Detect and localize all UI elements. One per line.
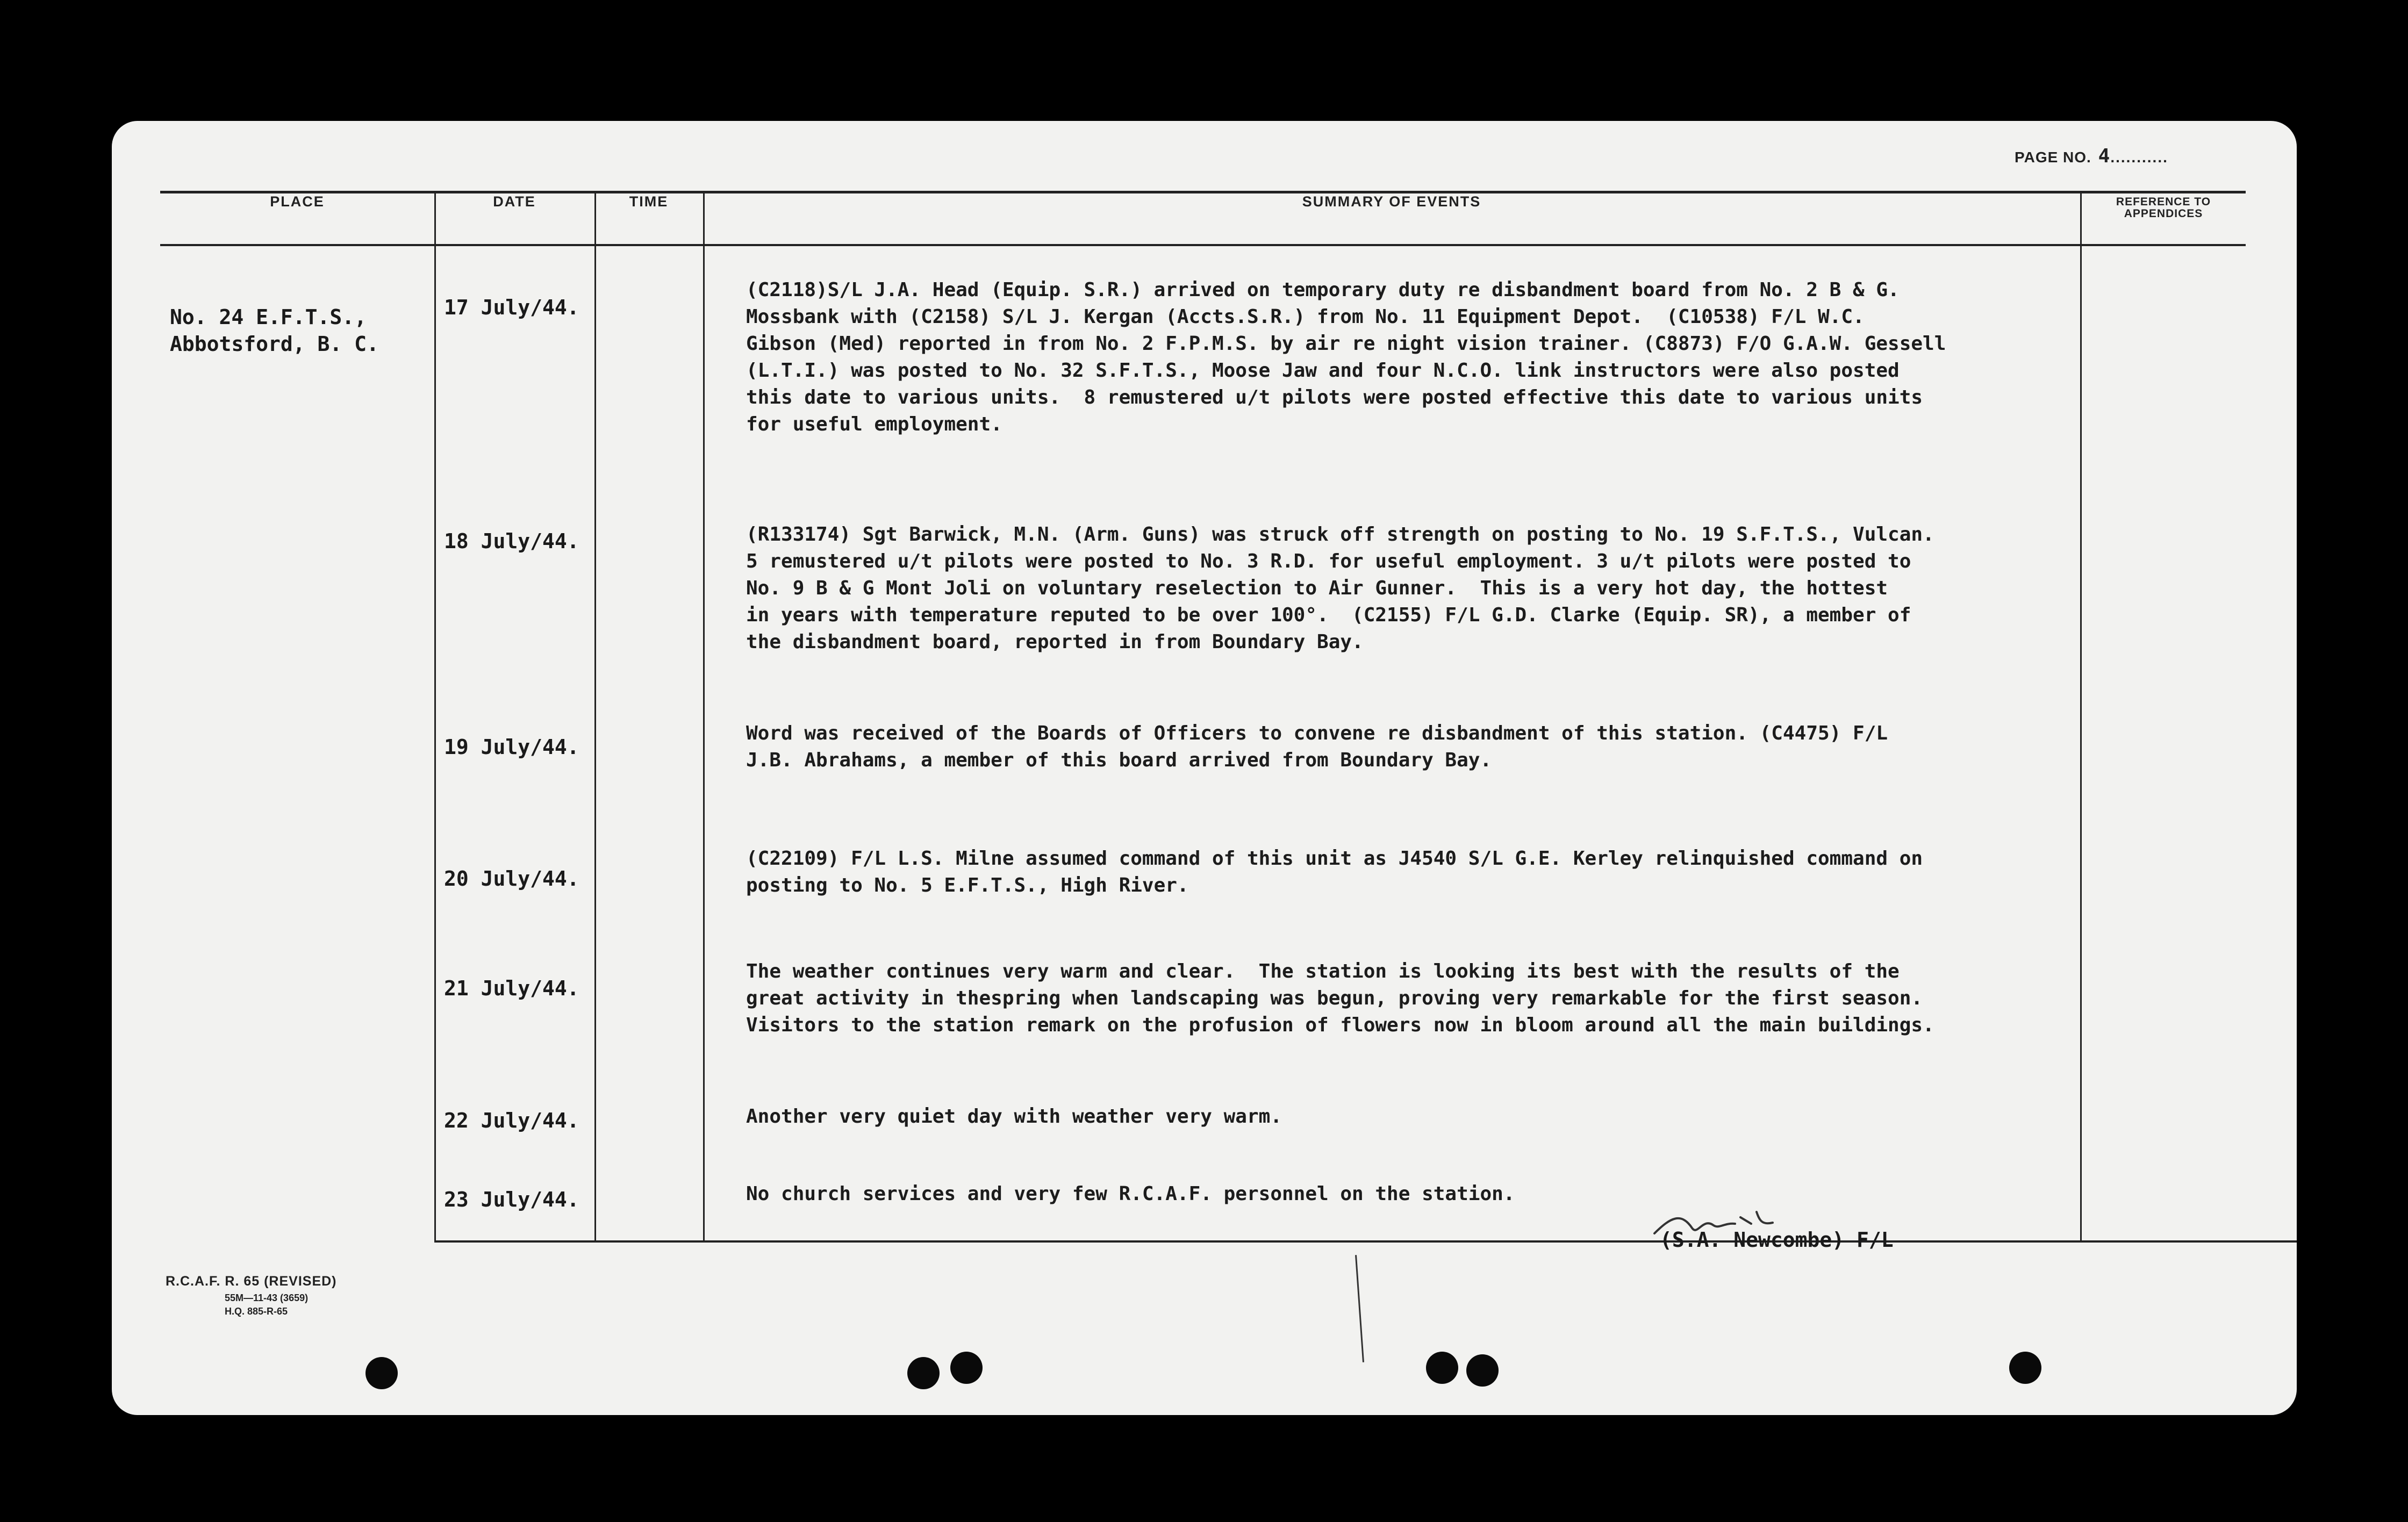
entry-summary: Word was received of the Boards of Officers to convene re disbandment of this station. (C4475) F/L J.B. Abrahams, a member of this board arrived from Boundary Bay. [746, 722, 1888, 771]
form-identification [166, 1274, 337, 1317]
punch-hole [907, 1357, 940, 1389]
page-number [2015, 145, 2168, 167]
entry-date: 22 July/44. [444, 1109, 579, 1132]
entry-date: 19 July/44. [444, 735, 579, 759]
punch-hole [950, 1352, 983, 1384]
header-reference [2080, 196, 2247, 220]
entry-summary: No church services and very few R.C.A.F. personnel on the station. [746, 1183, 1515, 1205]
signature-name: (S.A. Newcombe) F/L [1660, 1228, 1894, 1252]
entry-date: 18 July/44. [444, 529, 579, 553]
header-reference-line1: REFERENCE TO [2116, 196, 2211, 208]
entry-summary: (C2118)S/L J.A. Head (Equip. S.R.) arrived on temporary duty re disbandment board from No. 2 B & G. Mossbank with (C2158) S/L J. Kergan (Accts.S.R.) from No. 11 Equipment Depot. (C10538) F/L W.C. Gibson (Med) reported in from No. 2 F.P.M.S. by air re night vision trainer. (C8873) F/O G.A.W. Gessell (L.T.I.) was posted to No. 32 S.F.T.S., Moose Jaw and four N.C.O. link instructors were also posted this date to various units. 8 remustered u/t pilots were posted effective this date to various units for useful employment. [746, 279, 1946, 435]
entry-date: 17 July/44. [444, 296, 579, 319]
punch-hole [1426, 1352, 1458, 1384]
entry-date: 20 July/44. [444, 867, 579, 891]
entry-summary: (R133174) Sgt Barwick, M.N. (Arm. Guns) was struck off strength on posting to No. 19 S.F.T.S., Vulcan. 5 remustered u/t pilots were posted to No. 3 R.D. for useful employment. 3 u/t pilots were posted to No. 9 B & G Mont Joli on voluntary reselection to Air Gunner. This is a very hot day, the hottest in years with temperature reputed to be over 100°. (C2155) F/L G.D. Clarke (Equip. SR), a member of the disbandment board, reported in from Boundary Bay. [746, 523, 1934, 653]
page-number-dots: ........... [2110, 149, 2168, 166]
place-entry: No. 24 E.F.T.S., Abbotsford, B. C. [170, 305, 379, 356]
entry-date: 21 July/44. [444, 977, 579, 1000]
punch-hole [366, 1357, 398, 1389]
form-id-line1: R.C.A.F. R. 65 (REVISED) [166, 1274, 337, 1289]
entry-summary: (C22109) F/L L.S. Milne assumed command of this unit as J4540 S/L G.E. Kerley relinquished command on posting to No. 5 E.F.T.S., High River. [746, 848, 1923, 896]
header-summary: SUMMARY OF EVENTS [1302, 193, 1481, 210]
header-reference-line2: APPENDICES [2124, 207, 2203, 220]
record-card [112, 121, 2297, 1415]
form-id-line3: H.Q. 885-R-65 [225, 1306, 288, 1317]
col-divider-date-time [594, 192, 596, 1241]
col-divider-place-date [434, 192, 436, 1241]
header-place: PLACE [270, 193, 325, 210]
header-time: TIME [629, 193, 669, 210]
entry-summary: The weather continues very warm and clear. The station is looking its best with the results of the great activity in thespring when landscaping was begun, proving very remarkable for the first season. Visitors to the station remark on the profusion of flowers now in bloom around all the main buildings. [746, 960, 1934, 1036]
film-scratch [1355, 1255, 1364, 1362]
page-number-label: PAGE NO. [2015, 149, 2091, 166]
col-divider-time-summary [703, 192, 705, 1241]
page-number-value: 4 [2098, 145, 2111, 167]
punch-hole [1466, 1354, 1499, 1387]
header-date: DATE [493, 193, 536, 210]
punch-hole [2009, 1352, 2041, 1384]
entry-summary: Another very quiet day with weather very warm. [746, 1105, 1282, 1128]
form-id-line2: 55M—11-43 (3659) [225, 1293, 309, 1303]
header-bottom-rule [160, 244, 2246, 246]
footer-rule [434, 1240, 2297, 1243]
entry-date: 23 July/44. [444, 1188, 579, 1211]
